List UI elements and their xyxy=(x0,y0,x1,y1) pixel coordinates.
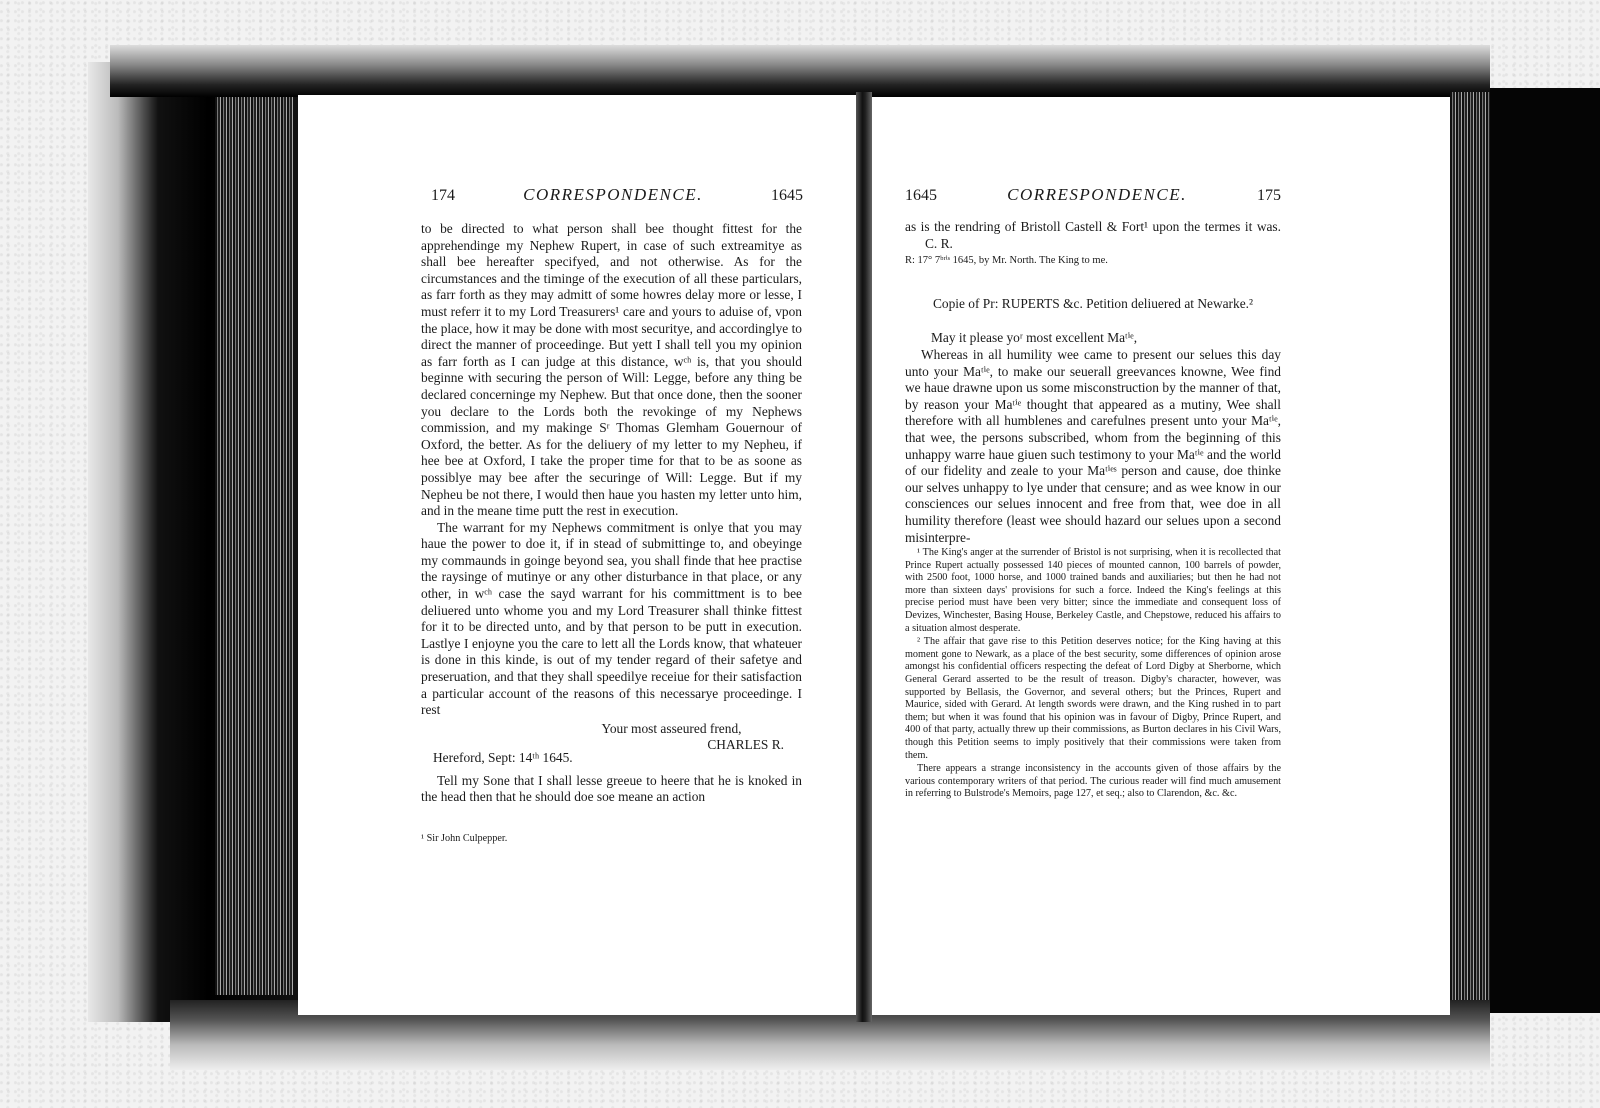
right-page xyxy=(872,97,1450,1015)
left-year: 1645 xyxy=(771,187,803,204)
left-footnote: ¹ Sir John Culpepper. xyxy=(421,833,508,844)
right-footnote-3: There appears a strange inconsistency in the accounts given of those affairs by the various contemporary writers of that period. The curious reader will find much amusement in referring to Bulstrode's Memoirs, page 127, et seq.; also to Clarendon, &c. &c. xyxy=(905,763,1281,800)
left-running-title: CORRESPONDENCE. xyxy=(523,185,703,204)
page-edges-right xyxy=(1450,92,1490,1012)
opening-text: as is the rendring of Bristoll Castell & Fort¹ upon the termes it was. xyxy=(905,219,1281,234)
salutation: May it please yoʳ most excellent Maᵗⁱᵉ, xyxy=(931,330,1138,346)
place-date: Hereford, Sept: 14ᵗʰ 1645. xyxy=(433,750,573,765)
postscript: Tell my Sone that I shall lesse greeue to heere that he is knoked in the head then that he should doe soe meane an action xyxy=(421,772,802,805)
book-top-edge xyxy=(110,45,1490,97)
book-gutter xyxy=(856,92,872,1022)
page-edges-left xyxy=(215,90,295,995)
left-running-head xyxy=(431,185,803,205)
endorsement: R: 17° 7ᵇʳⁱˢ 1645, by Mr. North. The King to me. xyxy=(905,255,1108,267)
left-paragraph-1: to be directed to what person shall bee thought fittest for the apprehendinge my Nephew Rupert, in case of such extreamitye as shall bee hereafter specifyed, and not otherwise. As for the circumstances and the timinge of the execution of all these particulars, as farr forth as they may admitt of some howres delay more or lesse, I must referr it to my Lord Treasurers¹ care and yours to aduise of, vpon the place, how it may be done with most securitye, and accordinglye to direct the manner of proceedinge. But yett I shall tell you my opinion as farr forth as I can judge at this distance, wᶜʰ is, that you should beginne with securing the person of Will: Legge, before any thing be declared concerninge my Nephew. But that once done, then the sooner you declare to the Lords both the revokinge of my Nephews commission, and my makinge Sʳ Thomas Glemham Gouernour of Oxford, the better. As for the deliuery of my letter to my Nepheu, if hee bee at Oxford, I take the proper time for that to be as soone as possiblye may bee after the securinge of Will: Legge. But if my Nepheu be not there, I would then haue you hasten my letter unto him, and in the meane time putt the rest in execution. xyxy=(421,221,802,519)
right-footnote-2: ² The affair that gave rise to this Petition deserves notice; for the King having at this moment gone to Newark, as a place of the best security, some differences of opinion arose amongst his confidential officers respecting the defeat of Lord Digby at Sherborne, which General Gerard asserted to be the result of treason. Digby's character, however, was supported by Bellasis, the Governor, and several others; but the Princes, Rupert and Maurice, sided with Gerard. At length swords were drawn, and the King rushed in to part them; but when it was found that his opinion was in favour of Digby, Prince Rupert, and 400 of that party, actually threw up their commissions, as Burton declares in his Civil Wars, though this Petition seems to imply positively that their commissions were taken from them. xyxy=(905,636,1281,761)
right-opening xyxy=(905,219,1281,252)
left-paragraph-2: The warrant for my Nephews commitment is onlye that you may haue the power to doe it, if in stead of submittinge to, and obeyinge my commaunds in goinge beyond sea, you shall finde that hee practise the raysinge of mutinye or any other disturbance in that place, or any other, in wᶜʰ case the sayd warrant for his committment is to bee deliuered unto whome you and my Lord Treasurer shall thinke fittest for it to be directed unto, and by that person to be putt in execution. Lastlye I enjoyne you the care to lett all the Lords know, that whateuer is done in this kinde, is out of my tender regard of their safetye and preseruation, and that they shall speedilye receiue for their satisfaction a particular account of the reasons of this necessarye proceedinge. I rest xyxy=(421,519,802,718)
book-cover-right xyxy=(1490,88,1600,1013)
left-page xyxy=(298,95,856,1015)
right-year: 1645 xyxy=(905,187,937,204)
closing-line: Your most asseured frend, xyxy=(601,720,742,736)
left-body-text xyxy=(421,221,802,806)
right-running-title: CORRESPONDENCE. xyxy=(1007,185,1187,204)
right-footnotes xyxy=(905,547,1281,802)
right-body-text xyxy=(905,219,1281,546)
right-footnote-1: ¹ The King's anger at the surrender of Bristol is not surprising, when it is recollected that Prince Rupert actually possessed 140 pieces of mounted cannon, 100 barrels of powder, with 2500 foot, 1000 horse, and 1000 trained bands and auxiliaries; but then he had not more than sixteen days' provisions for such a force. Indeed the King's feelings at this precise period must have been very bitter; since the immediate and consequent loss of Devizes, Winchester, Basing House, Berkeley Castle, and Chepstowe, reduced his affairs to a situation almost desperate. xyxy=(905,547,1281,634)
petition-heading: Copie of Pr: RUPERTS &c. Petition deliuered at Newarke.² xyxy=(932,295,1254,311)
right-page-number: 175 xyxy=(1257,187,1281,204)
opening-sign: C. R. xyxy=(925,235,953,251)
signature: CHARLES R. xyxy=(707,737,784,753)
left-page-number: 174 xyxy=(431,187,455,204)
right-running-head xyxy=(905,185,1281,205)
petition-text: Whereas in all humility wee came to present our selues this day unto your Maᵗⁱᵉ, to make our seuerall greevances knowne, Wee find we haue drawne upon us some misconstruction by the manner of that, by reason your Maᵗⁱᵉ thought that appeared as a mutiny, Wee shall therefore with all humblenes and carefulnes present unto your Maᵗⁱᵉ, that wee, the persons subscribed, whom from the beginning of this unhappy warre haue giuen such testimony to your Maᵗⁱᵉ and the world of our fidelity and zeale to your Maᵗⁱᵉˢ person and cause, doe thinke our selves unhappy to lye under that censure; and as wee know in our consciences our selues innocent and free from that, wee doe in all humility therefore (least wee should hazard our selues upon a second misinterpre- xyxy=(905,346,1281,545)
